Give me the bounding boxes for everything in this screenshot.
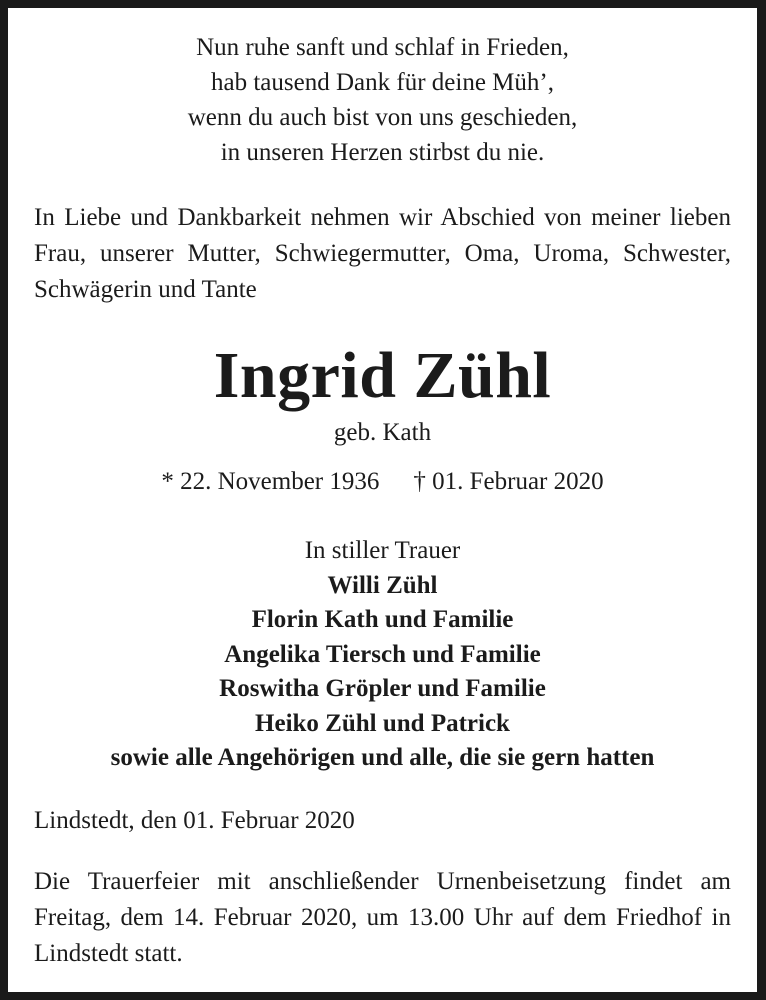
mourner-name: Angelika Tiersch und Familie bbox=[224, 640, 541, 668]
mourner-name: Willi Zühl bbox=[327, 571, 438, 599]
mourner-name: Florin Kath und Familie bbox=[251, 606, 514, 633]
mourner-name: Heiko Zühl und Patrick bbox=[255, 709, 510, 737]
mourner-name: sowie alle Angehörigen und alle, die sie gern hatten bbox=[110, 744, 655, 771]
mourners-heading: In stiller Trauer bbox=[304, 537, 461, 564]
intro-text: In Liebe und Dankbarkeit nehmen wir Abschied von meiner lieben Frau, unserer Mutter, Schwiegermutter, Oma, Uroma, Schwester, Schwägerin und Tante bbox=[34, 204, 731, 303]
ceremony-info: Die Trauerfeier mit anschließender Urnenbeisetzung findet am Freitag, dem 14. Februar 2020, um 13.00 Uhr auf dem Friedhof in Lindstedt statt. bbox=[34, 868, 731, 967]
deceased-name: Ingrid Zühl bbox=[213, 339, 552, 412]
death-date: † 01. Februar 2020 bbox=[413, 468, 604, 495]
mourners-list bbox=[34, 534, 731, 776]
life-dates bbox=[34, 464, 731, 500]
poem-line: hab tausend Dank für deine Müh’, bbox=[211, 69, 554, 96]
obituary-notice bbox=[8, 8, 757, 992]
place-date: Lindstedt, den 01. Februar 2020 bbox=[34, 807, 355, 834]
poem-verse bbox=[34, 30, 731, 170]
poem-line: in unseren Herzen stirbst du nie. bbox=[220, 139, 545, 166]
birth-date: * 22. November 1936 bbox=[161, 468, 380, 495]
poem-line: Nun ruhe sanft und schlaf in Frieden, bbox=[196, 34, 569, 61]
poem-line: wenn du auch bist von uns geschieden, bbox=[187, 104, 578, 131]
birth-name: geb. Kath bbox=[333, 419, 432, 446]
mourner-name: Roswitha Gröpler und Familie bbox=[219, 675, 546, 702]
